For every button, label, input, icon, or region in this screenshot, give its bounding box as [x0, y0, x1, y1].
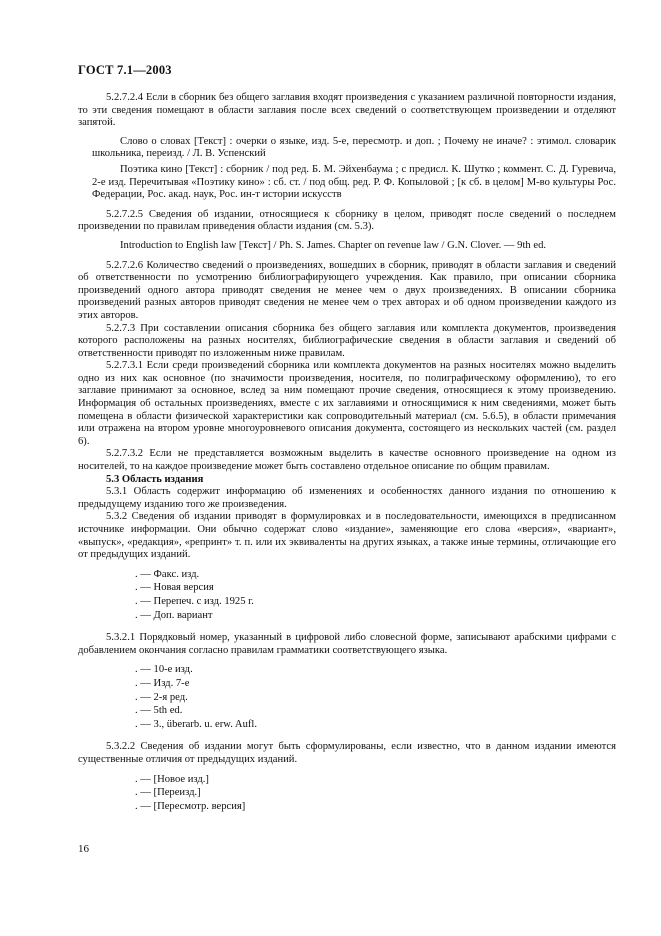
list-item: . — [Переизд.] — [135, 787, 201, 799]
example-list-1 — [78, 568, 616, 622]
list-item: . — 3., überarb. u. erw. Aufl. — [135, 718, 257, 730]
list-item: . — [Пересмотр. версия] — [135, 800, 246, 812]
paragraph-5-2-7-3-1: 5.2.7.3.1 Если среди произведений сборника или комплекта документов на разных носителях можно выделить одно из них как основное (по значимости произведения, носителя, по полиграфическому оформлению), то его заглавие принимают за основное, вслед за ним помещают прочие сведения, относящиеся к этому произведению. Информация об остальных произведениях, вместе с их заглавиями и относящимися к ним сведениями, может быть помещена в области физической характеристики как сопроводительный материал (см. 5.6.5), в области примечания или отражена на втором уровне многоуровневого описания документа, состоящего из нескольких частей (см. раздел 6). — [78, 360, 616, 447]
example-2: Поэтика кино [Текст] : сборник / под ред. Б. М. Эйхенбаума ; с предисл. К. Шутко ; коммент. С. Д. Гуревича, 2-е изд. Перечитывая «Поэтику кино» : сб. ст. / под общ. ред. Р. Ф. Копыловой ; [к сб. в целом] М-во культуры Рос. Федерации, Рос. акад. наук, Рос. ин-т истории искусств — [92, 163, 616, 201]
list-item: . — Перепеч. с изд. 1925 г. — [135, 595, 254, 607]
paragraph-5-3-2: 5.3.2 Сведения об издании приводят в формулировках и в последовательности, имеющихся в предписанном источнике информации. Они обычно содержат слово «издание», заменяющие его слова «версия», «вариант», «выпуск», «редакция», «репринт» т. п. или их эквиваленты на других языках, а также иные термины, отличающие его от предыдущих изданий. — [78, 511, 616, 561]
paragraph-5-2-7-3-2: 5.2.7.3.2 Если не представляется возможным выделить в качестве основного произведение на одном из носителей, то на каждое произведение может быть составлено отдельное описание по общим правилам. — [78, 448, 616, 473]
paragraph-5-3-1: 5.3.1 Область содержит информацию об изменениях и особенностях данного издания по отношению к предыдущему изданию того же произведения. — [78, 486, 616, 510]
list-item: . — Новая версия — [135, 582, 214, 594]
example-list-3 — [78, 773, 616, 814]
list-item: . — 10-е изд. — [135, 664, 193, 676]
paragraph-5-2-7-3: 5.2.7.3 При составлении описания сборника без общего заглавия или комплекта документов, произведения которого расположены на разных носителях, библиографические сведения в области заглавия и сведений об ответственности приводят по изложенным ниже правилам. — [78, 322, 616, 359]
list-item: . — 5th ed. — [135, 705, 183, 717]
paragraph-5-3-2-1: 5.3.2.1 Порядковый номер, указанный в цифровой либо словесной форме, записывают арабскими цифрами с добавлением окончания согласно правилам грамматики соответствующего языка. — [78, 632, 616, 656]
list-item: . — [Новое изд.] — [135, 773, 209, 785]
paragraph-5-3-2-2: 5.3.2.2 Сведения об издании могут быть сформулированы, если известно, что в данном издании имеются существенные отличия от предыдущих изданий. — [78, 741, 616, 765]
example-list-2 — [78, 663, 616, 731]
paragraph-5-2-7-2-6: 5.2.7.2.6 Количество сведений о произведениях, вошедших в сборник, приводят в области заглавия и сведений об ответственности по усмотрению библиографирующего учреждения. Как правило, при описании сборника произведений одного автора приводят сведения не менее чем о двух произведениях. В описании сборника произведений разных авторов приводят сведения не менее чем о трех авторах и об одном произведении каждого из этих авторов. — [78, 259, 616, 321]
example-1: Слово о словах [Текст] : очерки о языке, изд. 5-е, пересмотр. и доп. ; Почему не иначе? : этимол. словарик школьника, переизд. / Л. В. Успенский — [92, 135, 616, 160]
example-3: Introduction to English law [Текст] / Ph. S. James. Chapter on revenue law / G.N. Clover. — 9th ed. — [120, 239, 547, 251]
paragraph-5-2-7-2-4: 5.2.7.2.4 Если в сборник без общего заглавия входят произведения с указанием различной повторности издания, то эти сведения помещают в области заглавия после всех сведений о соответствующем произведении и отделяют запятой. — [78, 92, 616, 129]
page-header-title: ГОСТ 7.1—2003 — [78, 63, 172, 77]
paragraph-5-2-7-2-5: 5.2.7.2.5 Сведения об издании, относящиеся к сборнику в целом, приводят после сведений о последнем произведении по правилам приведения области издания (см. 5.3). — [78, 208, 616, 233]
document-body — [78, 92, 616, 813]
list-item: . — 2-я ред. — [135, 691, 188, 703]
list-item: . — Факс. изд. — [135, 568, 200, 580]
list-item: . — Доп. вариант — [135, 609, 213, 621]
list-item: . — Изд. 7-е — [135, 677, 190, 689]
section-heading-5-3: 5.3 Область издания — [106, 473, 204, 485]
page-number: 16 — [78, 843, 89, 855]
